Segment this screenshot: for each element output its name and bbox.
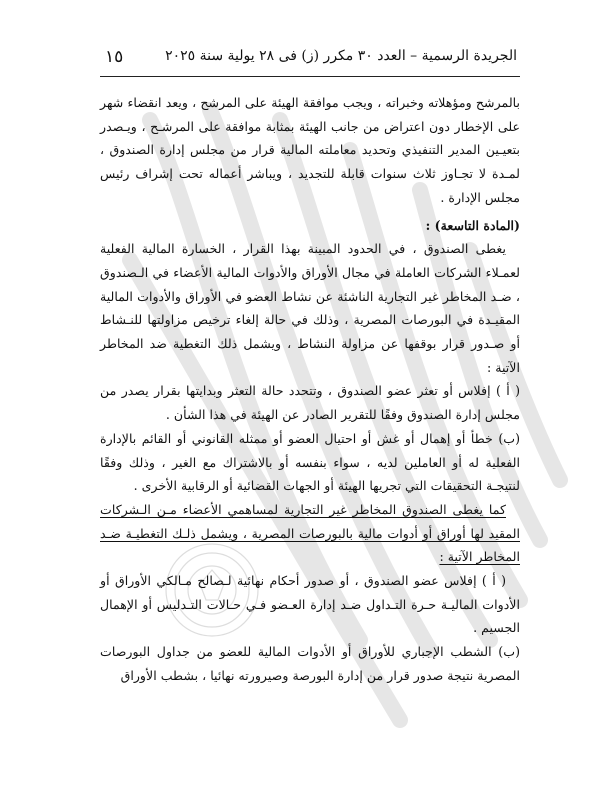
paragraph-coverage: يغطى الصندوق ، في الحدود المبينة بهذا القرار ، الخسارة المالية الفعلية لعمـلاء الشركات العاملة في مجال الأوراق والأدوات المالية الأعضاء في الـصندوق ، ضـد المخاطر غير التجارية الناشئة عن نشاط العضو في الأوراق والأدوات المالية المقيـدة في البورصات المصرية ، وذلك في حالة إلغاء ترخيص مزاولتها للنـشاط أو صـدور قرار بوقفها عن مزاولة النشاط ، ويشمل ذلك التغطية ضد المخاطر الآتية : xyxy=(100,241,520,375)
header-divider xyxy=(100,76,520,77)
item-b-fraud: (ب) خطأ أو إهمال أو غش أو احتيال العضو أو ممثله القانوني أو القائم بالإدارة الفعلية له أو العاملين لديه ، سواء بنفسه أو بالاشتراك مع الغير ، وذلك وفقًا لنتيجـة التحقيقات التي تجريها الهيئة أو الجهات القضائية أو الرقابية الأخرى . xyxy=(100,430,520,494)
page-number: ١٥ xyxy=(105,47,124,67)
item-a-bankruptcy: ( أ ) إفلاس أو تعثر عضو الصندوق ، وتتحدد حالة التعثر وبدايتها بقرار يصدر من مجلس إدارة الصندوق وفقًا للتقرير الصادر عن الهيئة في هذا الشأن . xyxy=(100,383,520,423)
document-body xyxy=(100,91,520,688)
item-b-delisting: (ب) الشطب الإجباري للأوراق أو الأدوات المالية للعضو من جداول البورصات المصرية نتيجة صدور قرار من إدارة البورصة وصيرورته نهائيا ، بشطب الأوراق xyxy=(100,644,520,683)
item-a-final-judgments: ( أ ) إفلاس عضو الصندوق ، أو صدور أحكام نهائية لـصالح مـالكي الأوراق أو الأدوات الماليـة حـرة التـداول ضـد إدارة العـضو فـي حـالات التـدليس أو الإهمال الجسيم . xyxy=(100,573,520,636)
article-nine-heading: (المادة التاسعة) : xyxy=(425,217,520,233)
paragraph-nomination: بالمرشح ومؤهلاته وخبراته ، ويجب موافقة الهيئة على المرشح ، ويعد انقضاء شهر على الإخطار دون اعتراض من جانب الهيئة بمثابة موافقة على المرشـح ، ويـصدر بتعيـين المدير التنفيذي وتحديد معاملته المالية قرار من مجلس إدارة الصندوق ، لمـدة لا تجـاوز ثلاث سنوات قابلة للتجديد ، ويباشر أعماله تحت إشراف رئيس مجلس الإدارة . xyxy=(100,95,520,205)
paragraph-shareholders-coverage: كما يغطى الصندوق المخاطر غير التجارية لمساهمي الأعضاء مـن الـشركات المقيد لها أوراق أو أدوات مالية بالبورصات المصرية ، ويشمل ذلـك التغطيـة ضـد المخاطر الآتية : xyxy=(100,501,520,565)
page-header xyxy=(105,46,517,72)
gazette-header-title: الجريدة الرسمية – العدد ٣٠ مكرر (ز) فى ٢٨ يولية سنة ٢٠٢٥ xyxy=(165,48,517,64)
